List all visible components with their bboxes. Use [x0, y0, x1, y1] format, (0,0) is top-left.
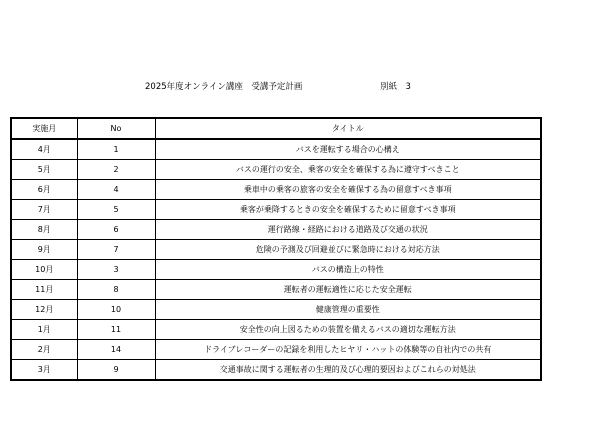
table-row: [11, 260, 541, 280]
cell-month: 9月: [11, 240, 77, 260]
cell-month: 10月: [11, 260, 77, 280]
cell-no: 9: [77, 360, 155, 381]
cell-title: ドライブレコーダーの記録を利用したヒヤリ・ハットの体験等の自社内での共有: [155, 340, 541, 360]
cell-no: 5: [77, 200, 155, 220]
cell-title: バスの運行の安全、乗客の安全を確保する為に遵守すべきこと: [155, 160, 541, 180]
cell-no: 8: [77, 280, 155, 300]
cell-no: 1: [77, 139, 155, 160]
table-row: [11, 220, 541, 240]
table-header-row: [11, 118, 541, 139]
cell-title: 乗客が乗降するときの安全を確保するために留意すべき事項: [155, 200, 541, 220]
attachment-label: 別紙 3: [380, 82, 411, 92]
cell-month: 1月: [11, 320, 77, 340]
cell-no: 4: [77, 180, 155, 200]
cell-month: 12月: [11, 300, 77, 320]
cell-month: 3月: [11, 360, 77, 381]
page-title: 2025年度オンライン講座 受講予定計画: [145, 82, 303, 92]
cell-month: 5月: [11, 160, 77, 180]
cell-title: 運転者の運転適性に応じた安全運転: [155, 280, 541, 300]
table-row: [11, 180, 541, 200]
course-schedule-table: [10, 117, 542, 381]
cell-no: 2: [77, 160, 155, 180]
table-row: [11, 340, 541, 360]
cell-title: 乗車中の乗客の旅客の安全を確保する為の留意すべき事項: [155, 180, 541, 200]
cell-month: 2月: [11, 340, 77, 360]
table-row: [11, 360, 541, 381]
table-row: [11, 280, 541, 300]
column-header-title: タイトル: [155, 118, 541, 139]
cell-month: 7月: [11, 200, 77, 220]
cell-title: 危険の予測及び回避並びに緊急時における対応方法: [155, 240, 541, 260]
cell-title: 安全性の向上図るための装置を備えるバスの適切な運転方法: [155, 320, 541, 340]
table-row: [11, 139, 541, 160]
cell-title: 交通事故に関する運転者の生理的及び心理的要因およびこれらの対処法: [155, 360, 541, 381]
table-row: [11, 240, 541, 260]
table-row: [11, 200, 541, 220]
cell-month: 11月: [11, 280, 77, 300]
column-header-no: No: [77, 118, 155, 139]
cell-no: 3: [77, 260, 155, 280]
cell-no: 7: [77, 240, 155, 260]
cell-title: バスを運転する場合の心構え: [155, 139, 541, 160]
table-row: [11, 320, 541, 340]
column-header-month: 実施月: [11, 118, 77, 139]
cell-title: バスの構造上の特性: [155, 260, 541, 280]
table-row: [11, 300, 541, 320]
cell-title: 健康管理の重要性: [155, 300, 541, 320]
cell-title: 運行路線・経路における道路及び交通の状況: [155, 220, 541, 240]
cell-no: 6: [77, 220, 155, 240]
cell-no: 11: [77, 320, 155, 340]
cell-month: 4月: [11, 139, 77, 160]
cell-no: 14: [77, 340, 155, 360]
cell-month: 8月: [11, 220, 77, 240]
page-header: [0, 80, 595, 94]
cell-no: 10: [77, 300, 155, 320]
cell-month: 6月: [11, 180, 77, 200]
table-row: [11, 160, 541, 180]
